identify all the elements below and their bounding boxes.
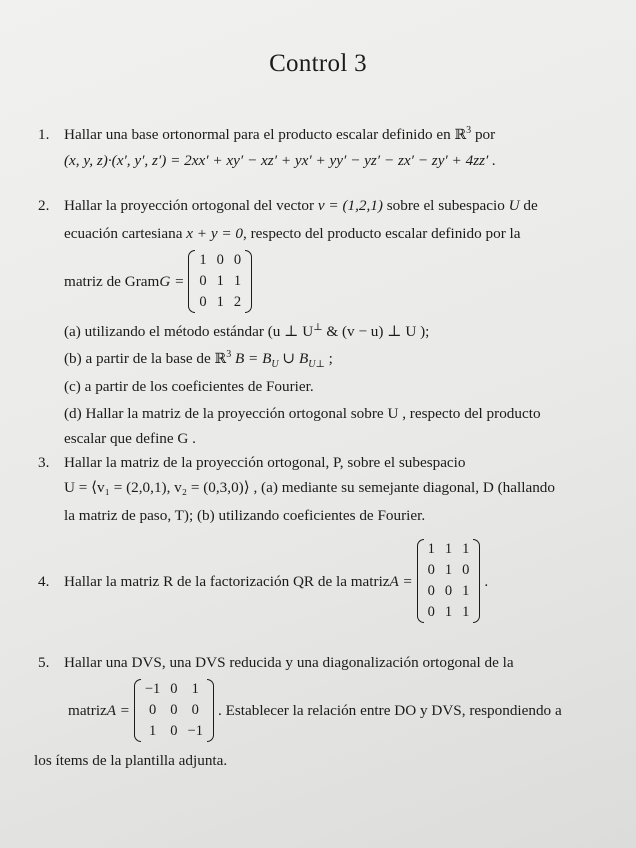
matrix-entry: 1 xyxy=(427,541,435,557)
problem-number: 5. xyxy=(38,654,50,671)
problem-3-line-1: Hallar la matriz de la proyección ortogonal, P, sobre el subespacio xyxy=(64,454,466,471)
matrix-entry: 0 xyxy=(216,252,224,268)
problem-number: 4. xyxy=(38,572,50,590)
matrix-entry: 1 xyxy=(444,562,453,578)
gram-matrix xyxy=(188,250,252,313)
problem-2-line-2: ecuación cartesiana x + y = 0, respecto del producto escalar definido por la xyxy=(64,225,521,242)
matrix-entry: 0 xyxy=(427,604,435,620)
matrix-entry: −1 xyxy=(187,723,203,739)
matrix-entry: 1 xyxy=(216,273,224,289)
matrix-entry: 0 xyxy=(444,583,453,599)
matrix-entry: 0 xyxy=(191,702,199,718)
matrix-entry: 0 xyxy=(427,583,435,599)
page-title: Control 3 xyxy=(269,50,367,77)
problem-1-line-1: Hallar una base ortonormal para el producto escalar definido en ℝ$^3$ por xyxy=(64,124,496,143)
problem-number: 2. xyxy=(38,197,50,214)
matrix-entry: 1 xyxy=(233,273,242,289)
matrix-entry: 0 xyxy=(199,273,207,289)
matrix-entry: 1 xyxy=(148,723,157,739)
matrix-entry: 2 xyxy=(233,294,242,310)
matrix-a-dvs xyxy=(134,679,214,742)
matrix-entry: 1 xyxy=(462,604,470,620)
gram-matrix-row: matriz de Gram G = 1 0 0 0 1 1 0 1 2 xyxy=(64,250,598,313)
matrix-a-qr xyxy=(417,539,481,623)
problem-1-formula: (x, y, z)·(x′, y′, z′) = 2xx′ + xy′ − xz′ + yx′ + yy′ − yz′ − zx′ − zy′ + 4zz′ . xyxy=(64,152,496,169)
matrix-entry: 0 xyxy=(170,681,178,697)
matrix-entry: 1 xyxy=(191,681,199,697)
problem-4-row: 4. Hallar la matriz R de la factorización QR de la matriz A = 1 1 1 0 1 0 0 0 1 0 1 1 . xyxy=(38,535,598,627)
matrix-entry: 1 xyxy=(444,541,453,557)
matrix-entry: 1 xyxy=(199,252,207,268)
problem-2-line-1: Hallar la proyección ortogonal del vector v = (1,2,1) sobre el subespacio U de xyxy=(64,197,538,214)
problem-2-item-a: (a) utilizando el método estándar (u ⊥ U⊥ & (v − u) ⊥ U ); xyxy=(64,321,430,340)
problem-3-line-3: la matriz de paso, T); (b) utilizando coeficientes de Fourier. xyxy=(64,507,426,524)
matrix-entry: 0 xyxy=(233,252,242,268)
problem-number: 1. xyxy=(38,126,50,143)
problem-5 xyxy=(34,650,598,770)
matrix-entry: 0 xyxy=(148,702,157,718)
matrix-entry: 0 xyxy=(170,702,178,718)
matrix-entry: 0 xyxy=(199,294,207,310)
problem-5-line-3: los ítems de la plantilla adjunta. xyxy=(34,752,228,769)
problem-1 xyxy=(38,122,598,174)
problem-5-matrix-row: matriz A = −1 0 1 0 0 0 1 0 −1 . Establecer la relación entre DO y DVS, respondiendo a xyxy=(38,679,598,742)
matrix-entry: −1 xyxy=(144,681,161,697)
problem-2-item-d-line-2: escalar que define G . xyxy=(64,430,196,447)
matrix-entry: 1 xyxy=(216,294,224,310)
problem-2-item-b: (b) a partir de la base de ℝ$^3$ $B = B_U$ ∪ $B_{U\perp}$ ; xyxy=(64,348,333,371)
problem-5-line-1: Hallar una DVS, una DVS reducida y una diagonalización ortogonal de la xyxy=(64,654,514,671)
problem-2 xyxy=(38,193,598,447)
matrix-entry: 1 xyxy=(444,604,453,620)
problem-2-item-c: (c) a partir de los coeficientes de Fourier. xyxy=(64,378,314,395)
matrix-entry: 0 xyxy=(427,562,435,578)
problem-number: 3. xyxy=(38,454,50,471)
problem-2-item-d-line-1: (d) Hallar la matriz de la proyección ortogonal sobre U , respecto del producto xyxy=(64,405,541,422)
matrix-entry: 0 xyxy=(170,723,178,739)
matrix-entry: 0 xyxy=(462,562,470,578)
problem-3-line-2: U = ⟨v₁ = (2,0,1), v₂ = (0,3,0)⟩ , (a) mediante su semejante diagonal, D (hallando xyxy=(64,479,555,496)
problem-3 xyxy=(38,450,598,530)
matrix-entry: 1 xyxy=(462,583,470,599)
matrix-entry: 1 xyxy=(462,541,470,557)
problem-4 xyxy=(38,535,598,631)
